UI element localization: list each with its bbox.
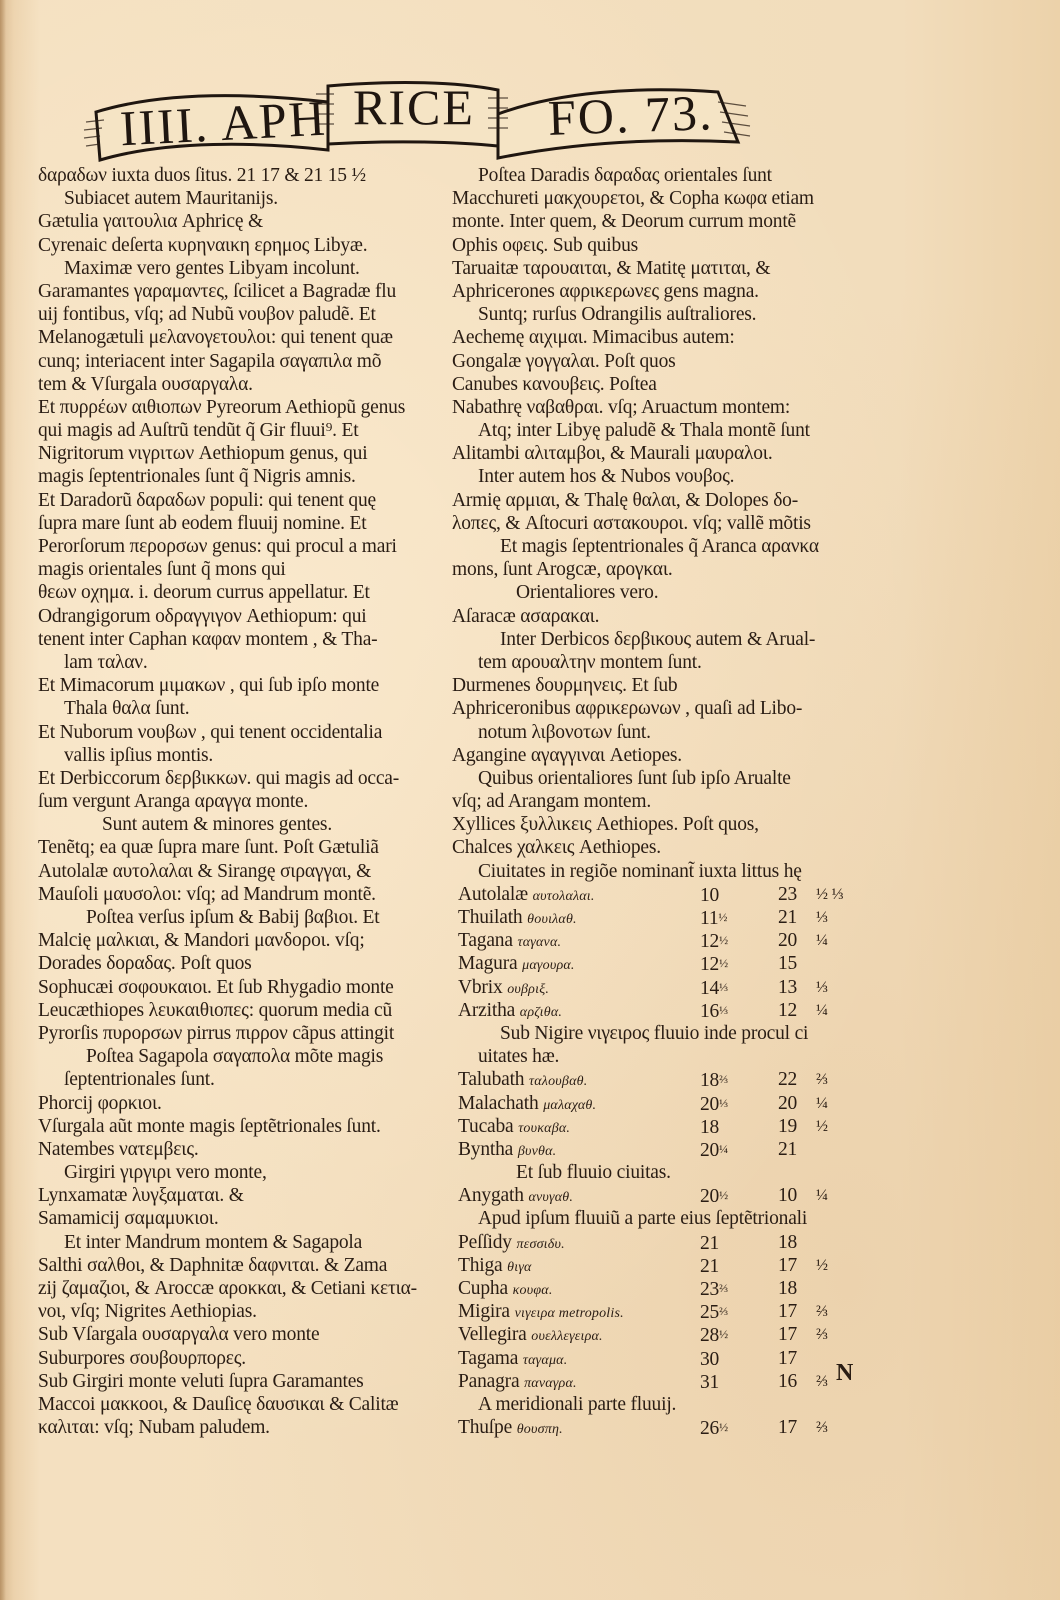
city-row <box>452 1300 862 1323</box>
city-greek-name: αρζιθα. <box>519 1004 563 1020</box>
text-line: Taruaitæ ταρουαιται, & Matitę ματιται, & <box>452 257 771 279</box>
latitude-fraction: ⅔ <box>816 1419 828 1437</box>
text-line: Leucæthiopes λευκαιθιοπες: quorum media cũ <box>38 999 393 1021</box>
text-line: Dorades δοραδας. Poſt quos <box>38 953 252 975</box>
text-line: Aphricerones αφρικερωνες gens magna. <box>452 280 759 302</box>
longitude-cell <box>700 1300 728 1324</box>
longitude-fraction: ⅓ <box>719 1095 728 1110</box>
text-line: Aſaracæ ασαρακαι. <box>452 605 600 627</box>
text-line: δαραδων iuxta duos ſitus. 21 17 & 21 15 ½ <box>38 165 366 186</box>
city-latin-name: Tagama <box>458 1347 519 1369</box>
text-line: Macchureti μακχουρετοι, & Copha κωφα etiam <box>452 188 814 210</box>
text-line: cunq; interiacent inter Sagapila σαγαπιλα mõ <box>38 350 382 372</box>
latitude-degrees: 20 <box>778 1092 798 1114</box>
latitude-fraction: ⅔ <box>816 1372 828 1390</box>
city-greek-name: αυτολαλαι. <box>532 888 595 904</box>
text-line: Mauſoli μαυσολοι: vſq; ad Mandrum montẽ. <box>38 883 376 905</box>
text-line: Et inter Mandrum montem & Sagapola <box>64 1231 363 1253</box>
city-greek-name: βυνθα. <box>517 1143 557 1159</box>
city-name <box>458 906 577 931</box>
text-line: Maximæ vero gentes Libyam incolunt. <box>64 257 360 279</box>
city-row <box>452 1416 862 1439</box>
city-latin-name: Migira <box>458 1301 510 1323</box>
longitude-cell <box>700 1092 728 1116</box>
folio-number: FO. 73. <box>547 84 715 146</box>
longitude-cell <box>700 906 727 930</box>
text-line: qui magis ad Auſtrũ tendũt q̃ Gir fluui⁹. Et <box>38 420 359 442</box>
longitude-degrees: 14 <box>700 977 720 999</box>
text-line: Ciuitates in regiõe nominant̃ iuxta littus hę <box>478 860 802 882</box>
latitude-fraction: ¼ <box>816 1001 828 1019</box>
right-prose-lines <box>452 164 862 883</box>
text-line: Gongalæ γογγαλαι. Poſt quos <box>452 350 676 372</box>
city-greek-name: κουφα. <box>512 1283 553 1298</box>
text-line: Et πυρρέων αιθιοπων Pyreorum Aethiopũ genus <box>38 396 406 418</box>
text-line: Nigritorum νιγριτων Aethiopum genus, qui <box>38 443 368 465</box>
longitude-degrees: 30 <box>700 1348 720 1370</box>
latitude-degrees: 21 <box>778 1138 798 1160</box>
longitude-degrees: 28 <box>700 1325 720 1347</box>
left-text-column <box>38 164 418 1439</box>
text-line: Lynxamatæ λυγξαμαται. & <box>38 1185 244 1207</box>
city-latin-name: Thuilath <box>458 907 523 928</box>
text-line: Nabathrę ναβαθραι. vſq; Aruactum montem: <box>452 396 791 418</box>
text-line: Aechemę αιχιμαι. Mimacibus autem: <box>452 327 735 349</box>
latitude-fraction: ¼ <box>816 1187 828 1205</box>
text-line: λοπες, & Aſtocuri αστακουροι. vſq; vallẽ mõtis <box>452 512 811 534</box>
text-line: ſum vergunt Aranga αραγγα monte. <box>38 791 309 813</box>
text-line: Alitambi αλιταμβοι, & Maurali μαυραλοι. <box>452 443 773 465</box>
city-row <box>452 1184 862 1207</box>
city-greek-name: μαλαχαθ. <box>543 1097 597 1113</box>
text-line: Odrangigorum οδραγγιγον Aethiopum: qui <box>38 605 367 627</box>
city-row <box>452 1092 862 1115</box>
text-line: Suntq; rurſus Odrangilis auſtraliores. <box>478 304 757 326</box>
longitude-cell <box>700 1323 728 1347</box>
text-line: νοι, vſq; Nigrites Aethiopias. <box>38 1301 257 1323</box>
text-line: Cyrenaic deſerta κυρηναικη ερημος Libyæ. <box>38 234 368 256</box>
latitude-fraction: ⅔ <box>816 1071 828 1089</box>
longitude-degrees: 21 <box>700 1232 720 1254</box>
river-city-table <box>452 1184 862 1207</box>
latitude-degrees: 17 <box>778 1347 798 1369</box>
longitude-degrees: 16 <box>700 1000 720 1022</box>
text-line: θεων οχημα. i. deorum currus appellatur. Et <box>38 582 370 604</box>
latitude-fraction: ½ <box>816 1117 828 1135</box>
longitude-cell <box>700 976 728 1000</box>
longitude-degrees: 20 <box>700 1139 720 1161</box>
city-name <box>458 1231 565 1256</box>
city-latin-name: Malachath <box>458 1092 539 1114</box>
longitude-degrees: 25 <box>700 1302 720 1324</box>
longitude-cell <box>700 883 719 907</box>
latitude-degrees: 17 <box>778 1324 798 1346</box>
latitude-fraction: ⅔ <box>816 1303 828 1321</box>
text-line: ſupra mare ſunt ab eodem fluuij nomine. Et <box>38 512 367 534</box>
longitude-cell <box>700 1138 728 1162</box>
longitude-fraction: ½ <box>718 910 728 924</box>
latitude-fraction: ⅓ <box>816 978 828 996</box>
text-line: Quibus orientaliores ſunt ſub ipſo Arualte <box>478 767 791 789</box>
city-latin-name: Cupha <box>458 1278 508 1299</box>
text-line: Natembes νατεμβεις. <box>38 1138 199 1160</box>
text-line: Sub Vſargala ουσαργαλα vero monte <box>38 1324 320 1346</box>
city-name <box>458 1347 567 1372</box>
city-row <box>452 883 862 906</box>
right-text-column <box>452 164 862 1439</box>
longitude-fraction: ½ <box>719 1188 728 1203</box>
running-head-banner <box>78 72 758 168</box>
longitude-fraction: ⅓ <box>719 1002 728 1017</box>
city-greek-name: ταγαμα. <box>522 1352 568 1368</box>
latitude-degrees: 17 <box>778 1254 798 1276</box>
longitude-degrees: 18 <box>700 1116 720 1138</box>
longitude-cell <box>700 1115 719 1139</box>
city-row <box>452 1138 862 1161</box>
text-line: zij ζαμαζιοι, & Aroccæ αροκκαι, & Cetiani κετια- <box>38 1278 417 1299</box>
city-row <box>452 1254 862 1277</box>
text-line: magis ſeptentrionales ſunt q̃ Nigris amnis. <box>38 466 356 488</box>
text-line: Girgiri γιργιρι vero monte, <box>64 1162 267 1184</box>
latitude-fraction: ½ ⅓ <box>816 885 844 903</box>
longitude-cell <box>700 1347 719 1371</box>
city-latin-name: Magura <box>458 953 518 975</box>
city-greek-name: μαγουρα. <box>522 958 575 974</box>
text-line: Samamicij σαμαμυκιοι. <box>38 1208 219 1230</box>
latitude-degrees: 21 <box>778 907 798 928</box>
text-line: Et magis ſeptentrionales q̃ Aranca αρανκα <box>500 536 819 557</box>
coastal-cities-table <box>452 883 862 1022</box>
city-latin-name: Arzitha <box>458 999 516 1021</box>
running-head-center: RICE <box>353 79 475 135</box>
text-line: Agangine αγαγγιναι Aetiopes. <box>452 744 682 766</box>
south-cities-table <box>452 1416 862 1439</box>
text-line: Thala θαλα ſunt. <box>64 698 190 720</box>
text-line: tenent inter Caphan καφαν montem , & Tha- <box>38 628 378 650</box>
text-line: Suburpores σουβουρπορες. <box>38 1347 246 1369</box>
text-line: Et Nuborum νουβων , qui tenent occidentalia <box>38 721 383 743</box>
text-line: Durmenes δουρμηνεις. Et ſub <box>452 675 678 697</box>
text-line: notum λιβονοτων ſunt. <box>478 721 651 743</box>
longitude-fraction: ½ <box>719 933 728 948</box>
city-row <box>452 1370 862 1393</box>
longitude-cell <box>700 1370 719 1394</box>
city-greek-name: θιγα <box>507 1259 532 1275</box>
longitude-cell <box>700 1416 728 1440</box>
longitude-fraction: ⅔ <box>719 1304 728 1319</box>
city-latin-name: Peſſidy <box>458 1231 512 1253</box>
city-name <box>458 883 595 908</box>
longitude-degrees: 21 <box>700 1255 720 1277</box>
latitude-degrees: 22 <box>778 1069 798 1091</box>
city-row <box>452 906 862 929</box>
text-line: vallis ipſius montis. <box>64 744 214 766</box>
text-line: Sunt autem & minores gentes. <box>102 814 332 836</box>
text-line: Canubes κανουβεις. Poſtea <box>452 373 657 395</box>
longitude-cell <box>700 1277 728 1301</box>
text-line: magis orientales ſunt q̃ mons qui <box>38 559 286 581</box>
longitude-cell <box>700 952 728 976</box>
city-latin-name: Autolalæ <box>458 883 528 905</box>
longitude-fraction: ⅔ <box>719 1072 728 1087</box>
section-note-south: A meridionali parte fluuij. <box>478 1393 677 1415</box>
longitude-cell <box>700 1254 719 1278</box>
text-line: Poſtea Daradis δαραδας orientales ſunt <box>478 165 772 186</box>
text-line: monte. Inter quem, & Deorum currum montẽ <box>452 211 796 233</box>
city-latin-name: Vellegira <box>458 1324 527 1346</box>
city-greek-name: θουσπη. <box>516 1422 563 1438</box>
text-line: Subiacet autem Mauritanijs. <box>64 188 278 210</box>
city-row <box>452 929 862 952</box>
latitude-degrees: 13 <box>778 976 798 998</box>
city-greek-name: ταγανα. <box>517 935 562 951</box>
city-row <box>452 1068 862 1091</box>
latitude-fraction: ⅓ <box>816 909 828 926</box>
city-row <box>452 1115 862 1138</box>
longitude-degrees: 20 <box>700 1093 720 1115</box>
city-latin-name: Anygath <box>458 1185 524 1207</box>
text-line: Inter autem hos & Nubos νουβος. <box>478 466 735 488</box>
longitude-degrees: 11 <box>700 908 719 929</box>
north-cities-table <box>452 1231 862 1393</box>
latitude-degrees: 19 <box>778 1115 798 1137</box>
city-name <box>458 1115 570 1140</box>
latitude-fraction: ¼ <box>816 1094 828 1112</box>
latitude-degrees: 20 <box>778 930 798 952</box>
city-row <box>452 952 862 975</box>
city-row <box>452 976 862 999</box>
city-name <box>458 1068 587 1093</box>
text-line: tem & Vſurgala ουσαργαλα. <box>38 373 253 395</box>
text-line: Poſtea verſus ipſum & Babij βαβιοι. Et <box>86 907 380 928</box>
city-latin-name: Vbrix <box>458 976 503 998</box>
section-note-nigir-cont: uitates hæ. <box>478 1046 560 1068</box>
longitude-fraction: ¼ <box>719 1141 728 1156</box>
page-gutter-shadow <box>0 0 6 1600</box>
longitude-fraction: ½ <box>719 956 728 971</box>
longitude-fraction: ½ <box>719 1420 728 1435</box>
latitude-degrees: 12 <box>778 999 798 1021</box>
city-greek-name: θουιλαθ. <box>527 912 577 927</box>
latitude-fraction: ½ <box>816 1256 828 1274</box>
running-head-left: IIII. APH <box>118 89 329 157</box>
city-latin-name: Byntha <box>458 1138 514 1160</box>
city-greek-name: ουελλεγειρα. <box>531 1329 603 1345</box>
text-line: Atq; inter Libyę paludẽ & Thala montẽ ſunt <box>478 420 810 442</box>
city-name <box>458 1300 624 1325</box>
latitude-degrees: 17 <box>778 1417 798 1439</box>
latitude-degrees: 10 <box>778 1185 798 1207</box>
text-line: Xyllices ξυλλικεις Aethiopes. Poſt quos, <box>452 814 759 836</box>
city-row <box>452 1277 862 1300</box>
text-line: lam ταλαν. <box>64 651 148 673</box>
city-greek-name: νιγειρα metropolis. <box>514 1306 624 1322</box>
latitude-degrees: 18 <box>778 1278 798 1299</box>
city-row <box>452 999 862 1022</box>
section-note-north: Apud ipſum fluuiũ a parte eius ſeptẽtrionali <box>478 1208 808 1230</box>
text-line: Pyrorſis πυρορσων pirrus πιρρον cãpus attingit <box>38 1022 395 1044</box>
city-name <box>458 1323 603 1348</box>
city-row <box>452 1323 862 1346</box>
city-latin-name: Panagra <box>458 1370 520 1392</box>
text-line: Ophis οφεις. Sub quibus <box>452 234 639 256</box>
city-latin-name: Tagana <box>458 930 513 952</box>
city-greek-name: ουβριξ. <box>507 981 550 997</box>
longitude-fraction: ½ <box>719 1327 728 1342</box>
text-line: Armię αρμιαι, & Thalę θαλαι, & Dolopes δο- <box>452 489 799 511</box>
city-greek-name: παναγρα. <box>524 1375 577 1391</box>
text-line: Gætulia γαιτουλια Aphricę & <box>38 211 263 233</box>
text-line: Perorſorum περορσων genus: qui procul a mari <box>38 536 397 557</box>
longitude-degrees: 18 <box>700 1070 720 1092</box>
longitude-degrees: 10 <box>700 884 720 906</box>
text-line: Chalces χαλκεις Aethiopes. <box>452 837 661 859</box>
text-line: vſq; ad Arangam montem. <box>452 791 652 813</box>
city-name <box>458 929 561 954</box>
longitude-degrees: 12 <box>700 931 720 953</box>
city-greek-name: τουκαβα. <box>518 1120 571 1136</box>
longitude-degrees: 23 <box>700 1279 720 1300</box>
longitude-degrees: 20 <box>700 1186 720 1208</box>
text-line: Tenẽtq; ea quæ ſupra mare ſunt. Poſt Gætuliã <box>38 837 379 859</box>
latitude-degrees: 18 <box>778 1231 798 1253</box>
text-line: Et Mimacorum μιμακων , qui ſub ipſo monte <box>38 675 380 697</box>
city-row <box>452 1347 862 1370</box>
longitude-fraction: ⅔ <box>719 1281 728 1295</box>
section-note-river: Et ſub fluuio ciuitas. <box>516 1162 671 1184</box>
text-line: Inter Derbicos δερβικους autem & Arual- <box>500 628 816 650</box>
text-line: Aphriceronibus αφρικερωνων , quaſi ad Libo- <box>452 698 803 720</box>
text-line: Et Derbiccorum δερβικκων. qui magis ad occa- <box>38 767 400 789</box>
text-line: Vſurgala aũt monte magis ſeptẽtrionales ſunt. <box>38 1115 381 1137</box>
latitude-fraction: ⅔ <box>816 1326 828 1344</box>
latitude-degrees: 23 <box>778 883 798 905</box>
city-name <box>458 1254 532 1279</box>
text-line: Garamantes γαραμαντες, ſcilicet a Bagradæ flu <box>38 280 397 302</box>
latitude-degrees: 16 <box>778 1370 798 1392</box>
latitude-fraction: ¼ <box>816 932 828 950</box>
text-line: Et Daradorũ δαραδων populi: qui tenent quę <box>38 489 376 511</box>
longitude-fraction: ⅓ <box>719 979 728 994</box>
text-line: Poſtea Sagapola σαγαπολα mõte magis <box>86 1046 384 1068</box>
city-latin-name: Tucaba <box>458 1115 514 1137</box>
city-name <box>458 1416 563 1441</box>
text-line: Autolalæ αυτολαλαι & Sirangę σιραγγαι, & <box>38 860 372 882</box>
city-greek-name: ανυγαθ. <box>528 1190 574 1206</box>
text-line: mons, ſunt Arogcæ, αρογκαι. <box>452 559 673 581</box>
text-line: Malcię μαλκιαι, & Mandori μανδοροι. vſq; <box>38 930 365 952</box>
city-row <box>452 1231 862 1254</box>
city-name <box>458 1138 556 1163</box>
city-greek-name: ταλουβαθ. <box>529 1074 588 1090</box>
city-latin-name: Thiga <box>458 1254 503 1276</box>
city-latin-name: Thuſpe <box>458 1417 513 1439</box>
city-name <box>458 1277 553 1302</box>
city-name <box>458 1184 573 1209</box>
text-line: Maccoi μακκοοι, & Dauſicę δαυσικαι & Calitæ <box>38 1393 399 1415</box>
city-name <box>458 976 549 1001</box>
city-name <box>458 1370 577 1395</box>
longitude-degrees: 31 <box>700 1371 720 1393</box>
longitude-cell <box>700 1231 719 1255</box>
text-line: Sophucæi σοφουκαιοι. Et ſub Rhygadio monte <box>38 976 394 998</box>
text-line: Phorcij φορκιοι. <box>38 1092 162 1114</box>
longitude-cell <box>700 999 728 1023</box>
text-line: uij fontibus, vſq; ad Nubũ νουβον paludẽ. Et <box>38 304 376 326</box>
city-latin-name: Talubath <box>458 1069 525 1091</box>
text-line: tem αρουαλτην montem ſunt. <box>478 651 702 673</box>
city-name <box>458 1092 596 1117</box>
nigir-cities-table <box>452 1068 862 1161</box>
longitude-cell <box>700 929 728 953</box>
text-line: καλιται: vſq; Nubam paludem. <box>38 1417 270 1439</box>
longitude-degrees: 12 <box>700 954 720 976</box>
signature-mark: N <box>836 1360 854 1386</box>
text-line: Orientaliores vero. <box>516 582 659 604</box>
latitude-degrees: 17 <box>778 1301 798 1323</box>
longitude-cell <box>700 1068 728 1092</box>
text-line: Melanogætuli μελανογετουλοι: qui tenent quæ <box>38 327 393 349</box>
latitude-degrees: 15 <box>778 953 798 975</box>
city-name <box>458 952 575 977</box>
text-line: Salthi σαλθοι, & Daphnitæ δαφνιται. & Zama <box>38 1254 388 1276</box>
longitude-cell <box>700 1184 728 1208</box>
city-greek-name: πεσσιδυ. <box>516 1236 565 1252</box>
longitude-degrees: 26 <box>700 1418 720 1440</box>
text-line: ſeptentrionales ſunt. <box>64 1069 215 1091</box>
section-note-nigir: Sub Nigire νιγειρος fluuio inde procul ci <box>500 1022 809 1044</box>
text-line: Sub Girgiri monte veluti ſupra Garamantes <box>38 1370 364 1392</box>
city-name <box>458 999 562 1024</box>
